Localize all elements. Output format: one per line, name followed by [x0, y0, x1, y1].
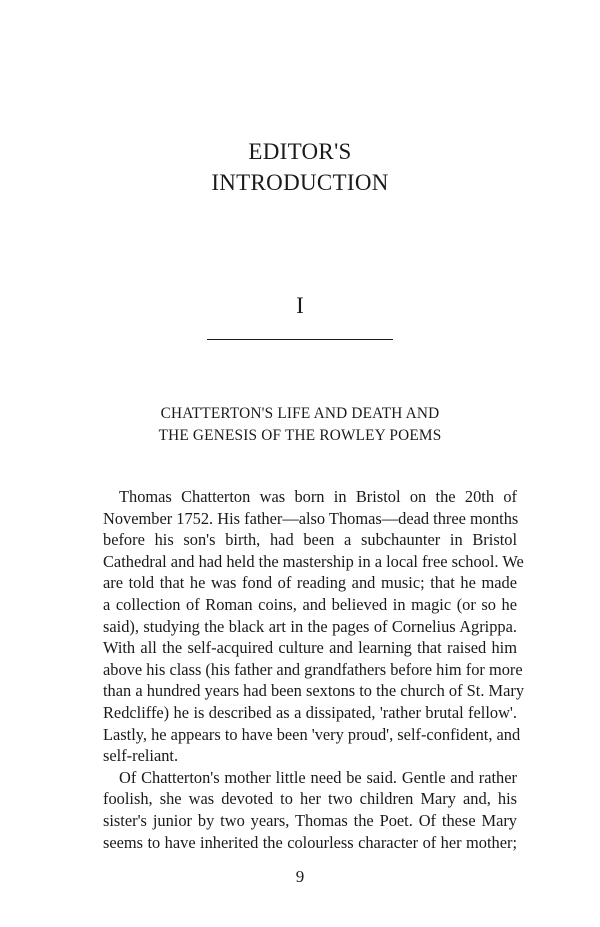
chapter-title [0, 136, 600, 198]
text-line: a collection of Roman coins, and believed in magic (or so he [103, 594, 517, 614]
section-subtitle-line: THE GENESIS OF THE ROWLEY POEMS [158, 427, 442, 444]
text-line: Redcliffe) he is described as a dissipated, 'rather brutal fellow'. [103, 702, 517, 722]
paragraph-2 [103, 767, 517, 853]
text-line: before his son's birth, had been a subchaunter in Bristol [103, 530, 517, 550]
text-line: sister's junior by two years, Thomas the Poet. Of these Mary [103, 810, 517, 830]
section-subtitle-line: CHATTERTON'S LIFE AND DEATH AND [160, 405, 440, 422]
section-subtitle [0, 403, 600, 447]
text-line: than a hundred years had been sextons to the church of St. Mary [103, 681, 525, 701]
chapter-title-line: INTRODUCTION [211, 170, 389, 195]
paragraph-1 [103, 486, 525, 767]
text-line: seems to have inherited the colourless character of her mother; [103, 832, 517, 852]
page-number: 9 [295, 867, 305, 886]
text-line: foolish, she was devoted to her two children Mary and, his [103, 789, 517, 809]
section-numeral: I [296, 293, 304, 318]
text-line: Cathedral and had held the mastership in a local free school. We [103, 551, 524, 571]
text-line: With all the self-acquired culture and learning that raised him [103, 638, 517, 658]
chapter-title-line: EDITOR'S [248, 139, 352, 164]
text-line: said), studying the black art in the pages of Cornelius Agrippa. [103, 616, 517, 636]
text-line: Thomas Chatterton was born in Bristol on the 20th of [119, 487, 517, 506]
body-text [103, 486, 525, 853]
text-line: Lastly, he appears to have been 'very proud', self-confident, and [103, 724, 521, 744]
text-line: November 1752. His father—also Thomas—dead three months [103, 508, 519, 528]
text-line: above his class (his father and grandfathers before him for more [103, 659, 523, 679]
section-divider-rule [207, 339, 393, 340]
text-line: Of Chatterton's mother little need be said. Gentle and rather [119, 767, 517, 787]
text-line: self-reliant. [103, 746, 179, 766]
text-line: are told that he was fond of reading and music; that he made [103, 573, 517, 593]
